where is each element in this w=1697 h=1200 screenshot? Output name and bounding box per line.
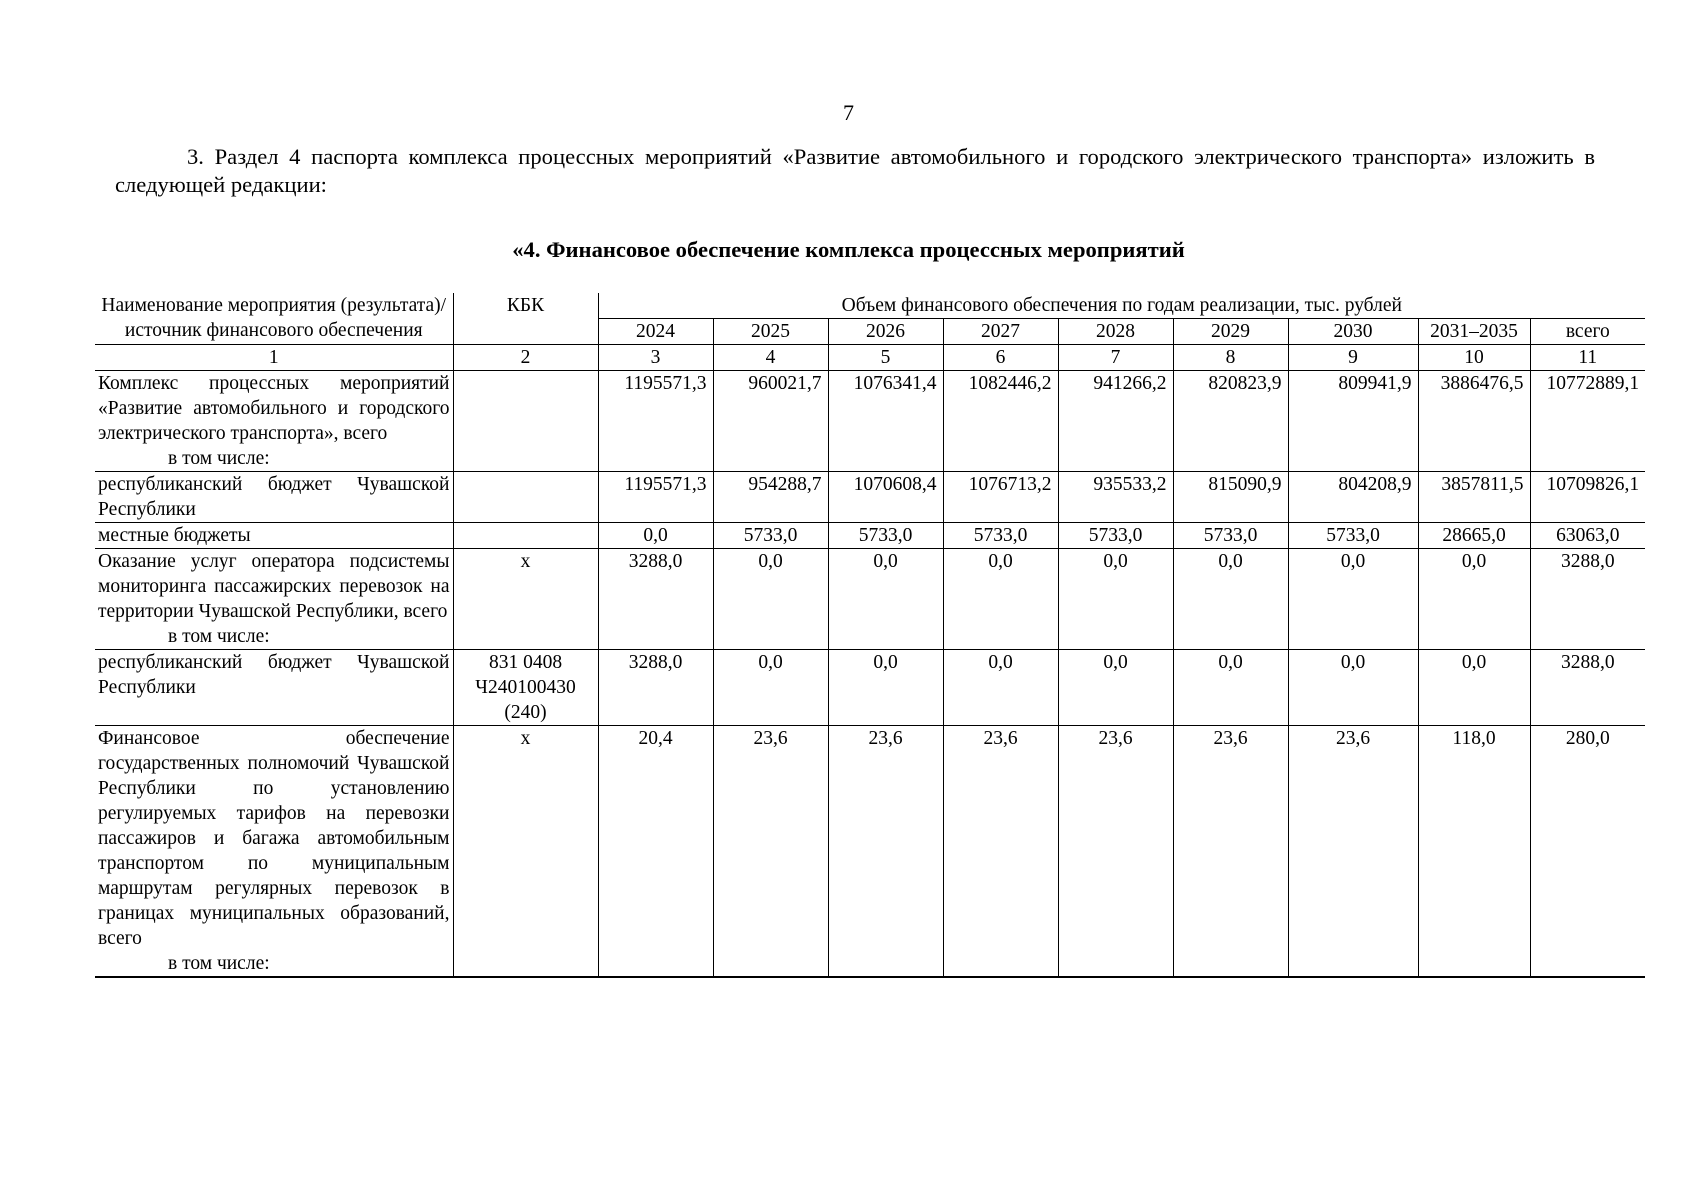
row-value: 960021,7: [713, 371, 828, 472]
column-number: 2: [453, 345, 598, 371]
row-value: 1195571,3: [598, 371, 713, 472]
row-value: 815090,9: [1173, 472, 1288, 523]
row-value: 1076341,4: [828, 371, 943, 472]
row-kbk: [453, 523, 598, 549]
column-number: 9: [1288, 345, 1418, 371]
header-year: 2024: [598, 319, 713, 345]
row-value: 0,0: [828, 549, 943, 650]
row-note: в том числе:: [168, 626, 270, 647]
row-value: 20,4: [598, 726, 713, 978]
row-value: 0,0: [713, 549, 828, 650]
row-name-cell: [95, 523, 453, 549]
row-value: 5733,0: [943, 523, 1058, 549]
row-value: 1070608,4: [828, 472, 943, 523]
row-value: 0,0: [1418, 650, 1530, 726]
header-year-total: всего: [1530, 319, 1645, 345]
table-row: [95, 523, 1645, 549]
row-value: 1076713,2: [943, 472, 1058, 523]
table-row: [95, 472, 1645, 523]
header-year: 2026: [828, 319, 943, 345]
row-note: в том числе:: [168, 953, 270, 974]
row-name: республиканский бюджет Чувашской Республики: [98, 474, 450, 520]
column-number: 1: [95, 345, 453, 371]
header-volume: Объем финансового обеспечения по годам реализации, тыс. рублей: [598, 293, 1645, 319]
row-value: 118,0: [1418, 726, 1530, 978]
row-value: 23,6: [713, 726, 828, 978]
row-value: 0,0: [1418, 549, 1530, 650]
row-value: 3288,0: [598, 650, 713, 726]
row-value: 5733,0: [828, 523, 943, 549]
column-number: 11: [1530, 345, 1645, 371]
table-row: [95, 650, 1645, 726]
row-kbk: x: [453, 726, 598, 978]
row-value: 3857811,5: [1418, 472, 1530, 523]
row-value: 3886476,5: [1418, 371, 1530, 472]
row-value: 23,6: [1173, 726, 1288, 978]
row-value: 1082446,2: [943, 371, 1058, 472]
row-value: 0,0: [1058, 549, 1173, 650]
row-value: 820823,9: [1173, 371, 1288, 472]
column-number: 8: [1173, 345, 1288, 371]
row-name-cell: [95, 726, 453, 978]
row-name-cell: [95, 549, 453, 650]
header-name: Наименование мероприятия (результата)/источник финансового обеспечения: [95, 293, 453, 345]
column-number: 10: [1418, 345, 1530, 371]
row-value: 941266,2: [1058, 371, 1173, 472]
row-kbk: 831 0408 Ч240100430 (240): [453, 650, 598, 726]
row-kbk: x: [453, 549, 598, 650]
row-note: в том числе:: [168, 448, 270, 469]
column-number: 3: [598, 345, 713, 371]
row-value: 23,6: [828, 726, 943, 978]
header-year: 2030: [1288, 319, 1418, 345]
row-value: 0,0: [943, 549, 1058, 650]
row-value: 5733,0: [1288, 523, 1418, 549]
row-value: 3288,0: [598, 549, 713, 650]
header-year: 2029: [1173, 319, 1288, 345]
row-value: 5733,0: [1173, 523, 1288, 549]
row-value: 23,6: [1058, 726, 1173, 978]
header-kbk: КБК: [453, 293, 598, 345]
row-name: республиканский бюджет Чувашской Республики: [98, 652, 450, 698]
row-total: 63063,0: [1530, 523, 1645, 549]
row-name-cell: [95, 650, 453, 726]
row-value: 23,6: [1288, 726, 1418, 978]
table-row: [95, 726, 1645, 978]
row-value: 935533,2: [1058, 472, 1173, 523]
header-year: 2031–2035: [1418, 319, 1530, 345]
row-total: 3288,0: [1530, 549, 1645, 650]
row-value: 0,0: [1173, 650, 1288, 726]
page-number: 7: [843, 100, 854, 125]
column-number: 5: [828, 345, 943, 371]
section-title: «4. Финансовое обеспечение комплекса процессных мероприятий: [512, 237, 1185, 262]
column-number: 7: [1058, 345, 1173, 371]
row-total: 10709826,1: [1530, 472, 1645, 523]
row-name: местные бюджеты: [98, 525, 251, 546]
row-value: 0,0: [1058, 650, 1173, 726]
row-name-cell: [95, 371, 453, 472]
column-number: 4: [713, 345, 828, 371]
row-value: 23,6: [943, 726, 1058, 978]
row-total: 10772889,1: [1530, 371, 1645, 472]
header-year: 2027: [943, 319, 1058, 345]
row-value: 0,0: [1173, 549, 1288, 650]
table-row: [95, 549, 1645, 650]
table-row: [95, 371, 1645, 472]
row-value: 0,0: [828, 650, 943, 726]
row-value: 0,0: [713, 650, 828, 726]
row-name-cell: [95, 472, 453, 523]
row-value: 0,0: [598, 523, 713, 549]
row-value: 804208,9: [1288, 472, 1418, 523]
row-value: 809941,9: [1288, 371, 1418, 472]
row-total: 280,0: [1530, 726, 1645, 978]
row-name: Финансовое обеспечение государственных полномочий Чувашской Республики по установлению регулируемых тарифов на перевозки пассажиров и багажа автомобильным транспортом по муниципальным маршрутам регулярных перевозок в границах муниципальных образований, всего: [98, 728, 450, 949]
row-value: 0,0: [1288, 549, 1418, 650]
row-kbk: [453, 472, 598, 523]
header-year: 2025: [713, 319, 828, 345]
row-value: 954288,7: [713, 472, 828, 523]
row-total: 3288,0: [1530, 650, 1645, 726]
row-name: Комплекс процессных мероприятий «Развитие автомобильного и городского электрического транспорта», всего: [98, 373, 450, 444]
intro-paragraph: 3. Раздел 4 паспорта комплекса процессных мероприятий «Развитие автомобильного и городского электрического транспорта» изложить в следующей редакции:: [115, 144, 1595, 197]
row-value: 0,0: [1288, 650, 1418, 726]
row-value: 5733,0: [713, 523, 828, 549]
row-value: 0,0: [943, 650, 1058, 726]
header-year: 2028: [1058, 319, 1173, 345]
financing-table: [95, 293, 1645, 978]
row-value: 1195571,3: [598, 472, 713, 523]
row-name: Оказание услуг оператора подсистемы мониторинга пассажирских перевозок на территории Чувашской Республики, всего: [98, 551, 450, 622]
column-number: 6: [943, 345, 1058, 371]
row-value: 5733,0: [1058, 523, 1173, 549]
row-value: 28665,0: [1418, 523, 1530, 549]
row-kbk: [453, 371, 598, 472]
